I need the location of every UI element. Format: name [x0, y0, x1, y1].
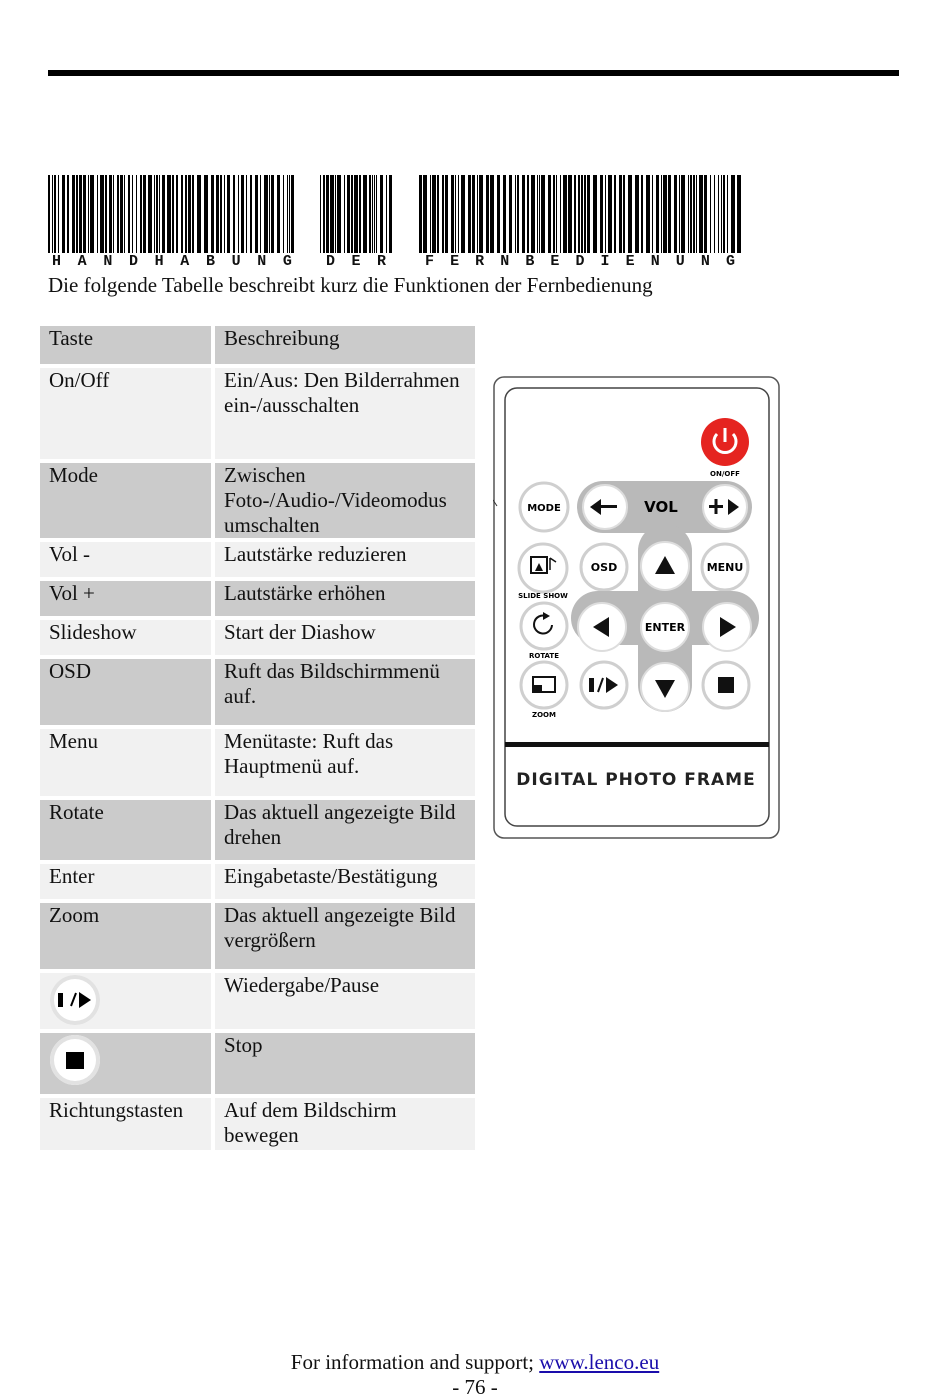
zoom-label: ZOOM [532, 711, 556, 719]
table-row [40, 620, 475, 655]
remote-divider [505, 742, 769, 747]
heading-letter: N [500, 253, 510, 270]
slideshow-button [519, 544, 567, 592]
rotate-label: ROTATE [528, 652, 560, 660]
heading-letter: A [180, 253, 190, 270]
heading-letter: U [675, 253, 685, 270]
heading-letter: A [77, 253, 87, 270]
stop-icon [50, 1035, 100, 1085]
heading-letter: D [575, 253, 585, 270]
table-row [40, 903, 475, 969]
remote-svg [493, 376, 783, 842]
stop-glyph [50, 1035, 100, 1085]
remote-control-illustration [493, 376, 783, 847]
heading-word-2 [326, 253, 386, 273]
brand-label: DIGITAL PHOTO FRAME [516, 770, 756, 790]
heading-letter: G [725, 253, 735, 270]
row-desc: Menütaste: Ruft das Hauptmenü auf. [215, 729, 475, 796]
row-desc: Start der Diashow [215, 620, 475, 655]
heading-letter: D [128, 253, 138, 270]
heading-letter: R [475, 253, 485, 270]
table-row [40, 1098, 475, 1150]
heading-barcode-2 [320, 175, 394, 255]
rotate-button [521, 603, 567, 649]
table-header-key: Taste [40, 326, 211, 364]
heading-letter: E [450, 253, 460, 270]
row-key-icon [40, 1033, 211, 1094]
row-desc: Ein/Aus: Den Bilderrahmen ein-/ausschalten [215, 368, 475, 459]
heading-letter: F [425, 253, 435, 270]
heading-letter: R [376, 253, 386, 270]
table-row [40, 800, 475, 860]
table-row [40, 1033, 475, 1094]
footer-support [0, 1350, 950, 1375]
heading-letter: I [600, 253, 610, 270]
table-row [40, 864, 475, 899]
row-key: On/Off [40, 368, 211, 459]
power-label: ON/OFF [710, 470, 740, 478]
table-row [40, 368, 475, 459]
barcode-graphic [48, 175, 296, 255]
row-key: Vol - [40, 542, 211, 577]
table-header-desc: Beschreibung [215, 326, 475, 364]
table-row [40, 973, 475, 1029]
row-desc: Auf dem Bildschirm bewegen [215, 1098, 475, 1150]
table-row [40, 463, 475, 538]
heading-letter: N [650, 253, 660, 270]
heading-letter: H [52, 253, 62, 270]
heading-letter: E [351, 253, 361, 270]
row-key: Rotate [40, 800, 211, 860]
row-key: Richtungstasten [40, 1098, 211, 1150]
heading-letter: N [103, 253, 113, 270]
heading-letter: B [525, 253, 535, 270]
menu-label: MENU [706, 561, 744, 574]
row-key: Vol + [40, 581, 211, 616]
function-table [36, 322, 479, 1154]
row-key: Slideshow [40, 620, 211, 655]
heading-letter: E [625, 253, 635, 270]
footer-support-text: For information and support; [290, 1350, 540, 1374]
heading-word-3 [425, 253, 735, 273]
heading-barcode-1 [48, 175, 296, 255]
heading-letter: N [257, 253, 267, 270]
play-pause-glyph [50, 975, 100, 1025]
osd-label: OSD [590, 561, 618, 574]
heading-letter: D [326, 253, 336, 270]
barcode-stripes [320, 175, 392, 253]
row-desc: Zwischen Foto-/Audio-/Videomodus umschalten [215, 463, 475, 538]
barcode-graphic [419, 175, 741, 255]
row-desc: Das aktuell angezeigte Bild drehen [215, 800, 475, 860]
row-key: Menu [40, 729, 211, 796]
vol-label: VOL [644, 498, 678, 516]
zoom-button [521, 662, 567, 708]
row-desc: Ruft das Bildschirmmenü auf. [215, 659, 475, 725]
table-header-row [40, 326, 475, 364]
row-desc: Wiedergabe/Pause [215, 973, 475, 1029]
enter-label: ENTER [644, 621, 686, 634]
row-key: OSD [40, 659, 211, 725]
heading-letter: G [282, 253, 292, 270]
row-desc: Eingabetaste/Bestätigung [215, 864, 475, 899]
row-desc: Lautstärke reduzieren [215, 542, 475, 577]
table-row [40, 729, 475, 796]
page-number: - 76 - [452, 1375, 498, 1399]
barcode-stripes [419, 175, 741, 253]
play-pause-icon [50, 975, 100, 1025]
barcode-graphic [320, 175, 394, 255]
heading-letter: B [205, 253, 215, 270]
row-key-icon [40, 973, 211, 1029]
heading-letter: E [550, 253, 560, 270]
intro-text: Die folgende Tabelle beschreibt kurz die Funktionen der Fernbedienung [48, 273, 653, 297]
table-row [40, 659, 475, 725]
table-row [40, 542, 475, 577]
slideshow-label: SLIDE SHOW [518, 592, 568, 600]
mode-label: MODE [527, 503, 561, 514]
row-key: Mode [40, 463, 211, 538]
row-key: Enter [40, 864, 211, 899]
row-desc: Lautstärke erhöhen [215, 581, 475, 616]
heading-letter: H [154, 253, 164, 270]
barcode-stripes [48, 175, 294, 253]
heading-barcode-3 [419, 175, 741, 255]
row-key: Zoom [40, 903, 211, 969]
play-pause-button [581, 662, 627, 708]
heading-word-1 [52, 253, 292, 273]
support-link[interactable]: www.lenco.eu [539, 1350, 660, 1374]
row-desc: Stop [215, 1033, 475, 1094]
heading-letter: U [231, 253, 241, 270]
heading-letter: N [700, 253, 710, 270]
row-desc: Das aktuell angezeigte Bild vergrößern [215, 903, 475, 969]
table-row [40, 581, 475, 616]
top-rule [48, 70, 899, 76]
